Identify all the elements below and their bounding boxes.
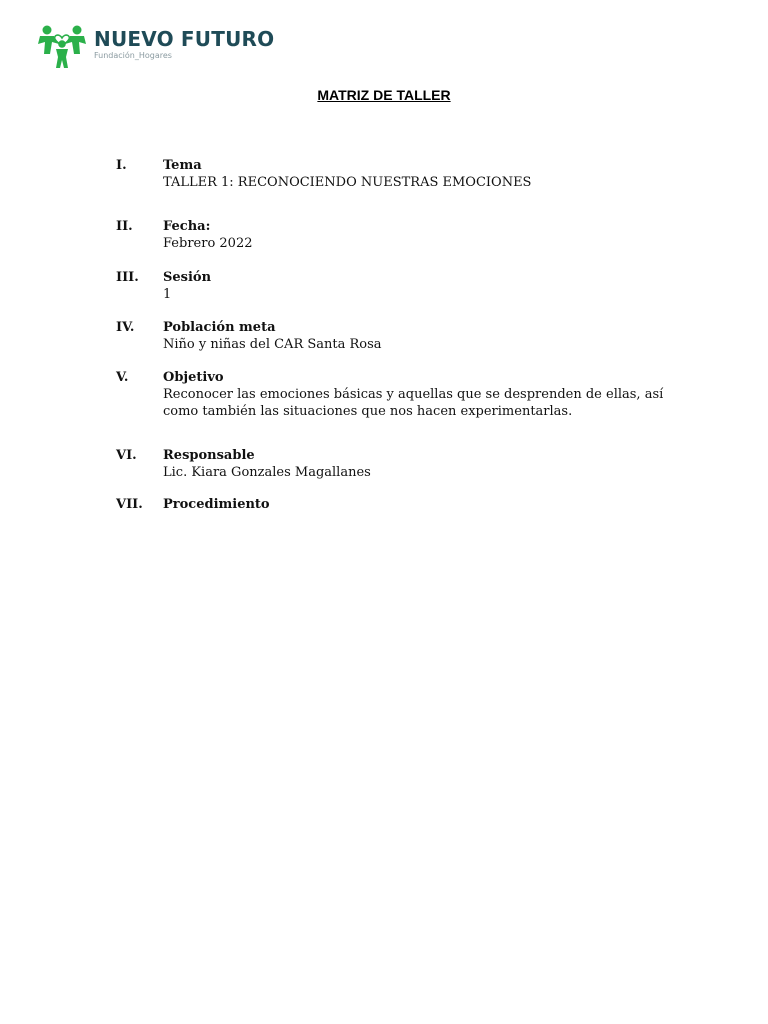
- section-numeral: IV.: [116, 320, 135, 335]
- section-label: Fecha:: [163, 219, 211, 234]
- section-value: Niño y niñas del CAR Santa Rosa: [163, 337, 382, 352]
- section-fecha: [116, 218, 676, 252]
- logo: [38, 24, 274, 68]
- family-icon: [38, 24, 86, 68]
- section-label: Población meta: [163, 320, 276, 335]
- section-numeral: III.: [116, 270, 139, 285]
- logo-name: NUEVO FUTURO: [94, 27, 275, 51]
- section-label: Objetivo: [163, 370, 224, 385]
- section-responsable: [116, 447, 676, 481]
- section-poblacion-meta: [116, 319, 676, 353]
- section-value: Reconocer las emociones básicas y aquellas que se desprenden de ellas, así como también las situaciones que nos hacen experimentarlas.: [163, 387, 664, 419]
- section-value: TALLER 1: RECONOCIENDO NUESTRAS EMOCIONES: [163, 175, 532, 190]
- section-numeral: V.: [116, 370, 129, 385]
- section-label: Sesión: [163, 270, 212, 285]
- section-label: Procedimiento: [163, 497, 270, 512]
- section-numeral: I.: [116, 158, 127, 173]
- section-label: Tema: [163, 158, 202, 173]
- section-label: Responsable: [163, 448, 255, 463]
- section-numeral: VI.: [116, 448, 137, 463]
- section-numeral: II.: [116, 219, 133, 234]
- section-sesion: [116, 269, 676, 303]
- section-list: [116, 157, 676, 513]
- logo-subtitle: Fundación_Hogares: [94, 51, 172, 60]
- section-numeral: VII.: [116, 497, 143, 512]
- section-value: Febrero 2022: [163, 236, 253, 251]
- section-procedimiento: [116, 496, 676, 513]
- section-tema: [116, 157, 676, 191]
- section-objetivo: [116, 369, 676, 420]
- document-title: MATRIZ DE TALLER: [317, 87, 451, 103]
- section-value: 1: [163, 287, 172, 302]
- section-value: Lic. Kiara Gonzales Magallanes: [163, 465, 371, 480]
